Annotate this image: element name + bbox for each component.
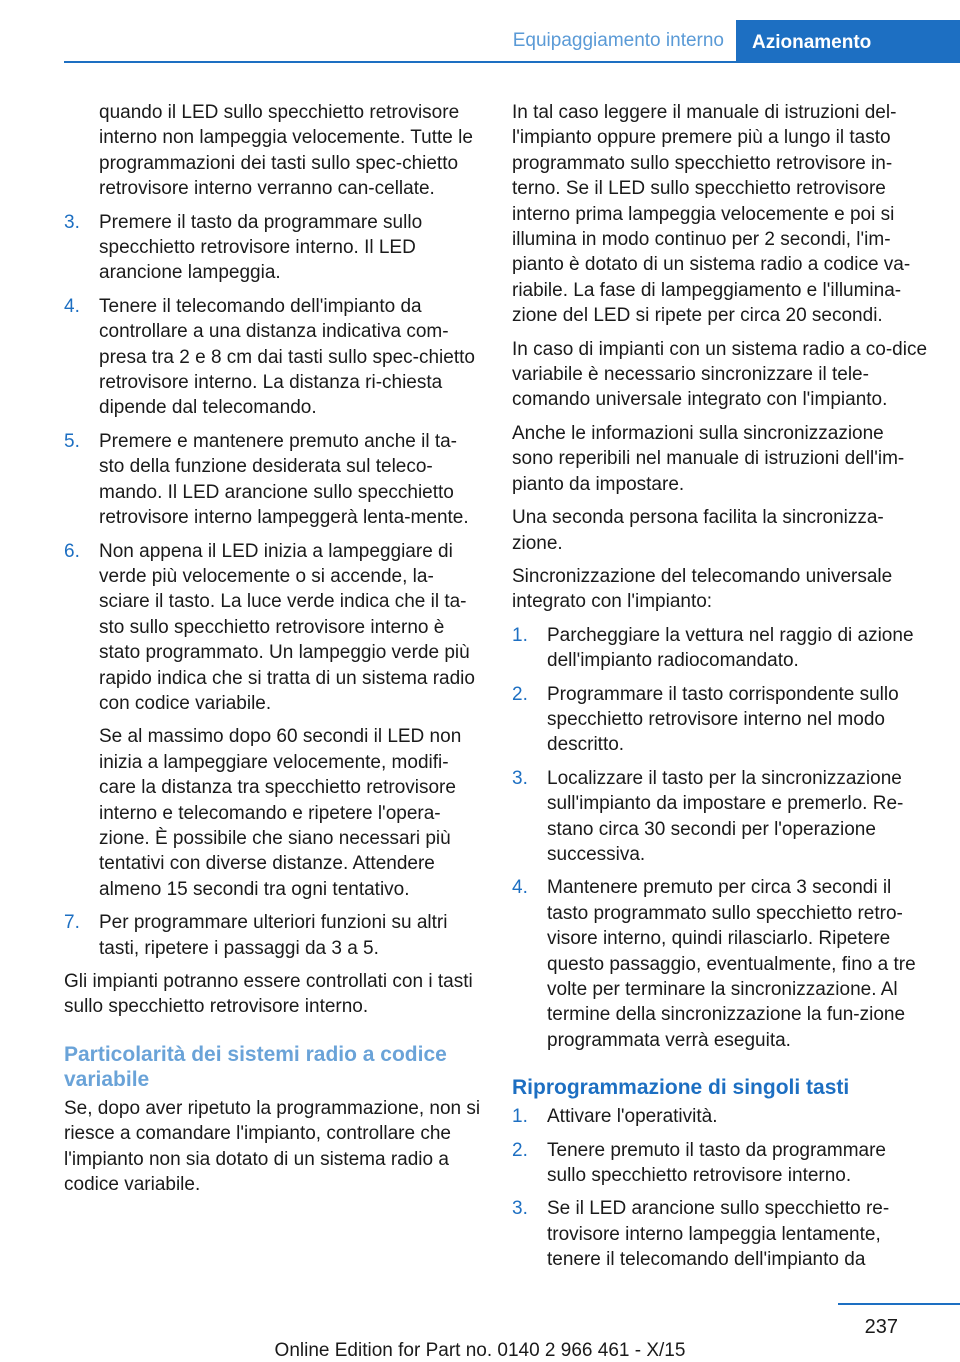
list-item-number: 1. bbox=[512, 624, 528, 646]
list-item bbox=[512, 682, 928, 758]
header-section-title: Equipaggiamento interno bbox=[512, 30, 724, 51]
page-number: 237 bbox=[864, 1316, 898, 1338]
list-item bbox=[512, 1196, 928, 1272]
list-item-number: 3. bbox=[512, 767, 528, 789]
list-item bbox=[512, 875, 928, 1053]
list-item-text: Localizzare il tasto per la sincronizzazione sull'impianto da impostare e premerlo. Re-stano circa 30 secondi per l'operazione successiva. bbox=[547, 767, 904, 865]
list-item-text: Se il LED arancione sullo specchietto re-trovisore interno lampeggia lentamente, tenere il telecomando dell'impianto da bbox=[547, 1198, 890, 1271]
list-item-number: 7. bbox=[64, 912, 80, 934]
list-item-number: 5. bbox=[64, 430, 80, 452]
list-continuation: quando il LED sullo specchietto retrovisore interno non lampeggia velocemente. Tutte le programmazioni dei tasti sullo spec-chietto retrovisore interno verranno can-cellate. bbox=[99, 102, 473, 200]
left-column bbox=[64, 100, 482, 1197]
list-item bbox=[64, 910, 482, 961]
list-item-text: Parcheggiare la vettura nel raggio di azione dell'impianto radiocomandato. bbox=[547, 624, 914, 672]
list-item-text: Tenere premuto il tasto da programmare sullo specchietto retrovisore interno. bbox=[547, 1139, 886, 1187]
list-item-number: 2. bbox=[512, 683, 528, 705]
list-item-text: Non appena il LED inizia a lampeggiare di verde più velocemente o si accende, la-sciare il tasto. La luce verde indica che il ta-sto sullo specchietto retrovisore interno è stato programmato. Un lampeggio verde più rapido indica che si tratta di un sistema radio con codice variabile. bbox=[99, 540, 475, 714]
body-paragraph: Gli impianti potranno essere controllati con i tasti sullo specchietto retrovisore interno. bbox=[64, 971, 473, 1018]
right-column bbox=[512, 100, 928, 1273]
list-item-number: 3. bbox=[64, 211, 80, 233]
section-heading: Particolarità dei sistemi radio a codice variabile bbox=[64, 1042, 447, 1091]
list-item bbox=[512, 1138, 928, 1189]
list-item-text: Mantenere premuto per circa 3 secondi il tasto programmato sullo specchietto retro-visore interno, quindi rilasciarlo. Ripetere questo passaggio, eventualmente, fino a tre volte per terminare la sincronizzazione. Al termine della sincronizzazione la fun-zione programmata verrà eseguita. bbox=[547, 877, 916, 1051]
list-item bbox=[512, 766, 928, 868]
list-item-number: 4. bbox=[512, 877, 528, 899]
list-item bbox=[64, 539, 482, 717]
edition-footer: Online Edition for Part no. 0140 2 966 461 - X/15 bbox=[274, 1340, 686, 1361]
list-item bbox=[64, 294, 482, 421]
section-heading: Riprogrammazione di singoli tasti bbox=[512, 1076, 850, 1100]
list-item bbox=[512, 623, 928, 674]
body-paragraph: Una seconda persona facilita la sincronizza-zione. bbox=[512, 507, 884, 554]
list-item-note: Se al massimo dopo 60 secondi il LED non inizia a lampeggiare velocemente, modifi-care la distanza tra specchietto retrovisore interno e telecomando e ripetere l'opera-zione. È possibile che siano necessari più tentativi con diverse distanze. Attendere almeno 15 secondi tra ogni tentativo. bbox=[99, 726, 462, 900]
body-paragraph: Anche le informazioni sulla sincronizzazione sono reperibili nel manuale di istruzioni dell'im-pianto da impostare. bbox=[512, 422, 905, 495]
list-item-text: Programmare il tasto corrispondente sullo specchietto retrovisore interno nel modo descritto. bbox=[547, 683, 899, 756]
list-item-text: Attivare l'operatività. bbox=[547, 1106, 718, 1128]
list-item-number: 3. bbox=[512, 1198, 528, 1220]
list-item bbox=[64, 210, 482, 286]
body-paragraph: In caso di impianti con un sistema radio a co-dice variabile è necessario sincronizzare il tele-comando universale integrato con l'impianto. bbox=[512, 338, 928, 411]
footer-rule bbox=[838, 1303, 960, 1305]
list-item-text: Per programmare ulteriori funzioni su altri tasti, ripetere i passaggi da 3 a 5. bbox=[99, 912, 448, 959]
header-rule bbox=[64, 61, 960, 63]
list-item-text: Premere e mantenere premuto anche il ta-sto della funzione desiderata sul teleco-mando. Il LED arancione sullo specchietto retrovisore interno lampeggerà lenta-mente. bbox=[99, 430, 469, 529]
list-item-number: 2. bbox=[512, 1139, 528, 1161]
list-item-number: 6. bbox=[64, 540, 80, 562]
list-item-text: Tenere il telecomando dell'impianto da controllare a una distanza indicativa com-presa tra 2 e 8 cm dai tasti sullo spec-chietto retrovisore interno. La distanza ri-chiesta dipende dal telecomando. bbox=[99, 295, 475, 419]
list-item-number: 1. bbox=[512, 1106, 528, 1128]
list-item-text: Premere il tasto da programmare sullo specchietto retrovisore interno. Il LED arancione lampeggia. bbox=[99, 211, 423, 284]
list-item bbox=[512, 1104, 928, 1129]
body-paragraph: In tal caso leggere il manuale di istruzioni del-l'impianto oppure premere più a lungo il tasto programmato sullo specchietto retrovisore in-terno. Se il LED sullo specchietto retrovisore interno prima lampeggia velocemente e poi si illumina in modo continuo per 2 secondi, l'im-pianto è dotato di un sistema radio a codice va-riabile. La fase di lampeggiamento e l'illumina-zione del LED si ripete per circa 20 secondi. bbox=[512, 102, 911, 327]
list-item bbox=[64, 429, 482, 531]
list-item-number: 4. bbox=[64, 295, 80, 317]
body-paragraph: Se, dopo aver ripetuto la programmazione, non si riesce a comandare l'impianto, controllare che l'impianto non sia dotato di un sistema radio a codice variabile. bbox=[64, 1097, 481, 1196]
page-header bbox=[0, 0, 960, 62]
body-paragraph: Sincronizzazione del telecomando universale integrato con l'impianto: bbox=[512, 565, 893, 613]
header-chapter-tab: Azionamento bbox=[736, 20, 960, 62]
